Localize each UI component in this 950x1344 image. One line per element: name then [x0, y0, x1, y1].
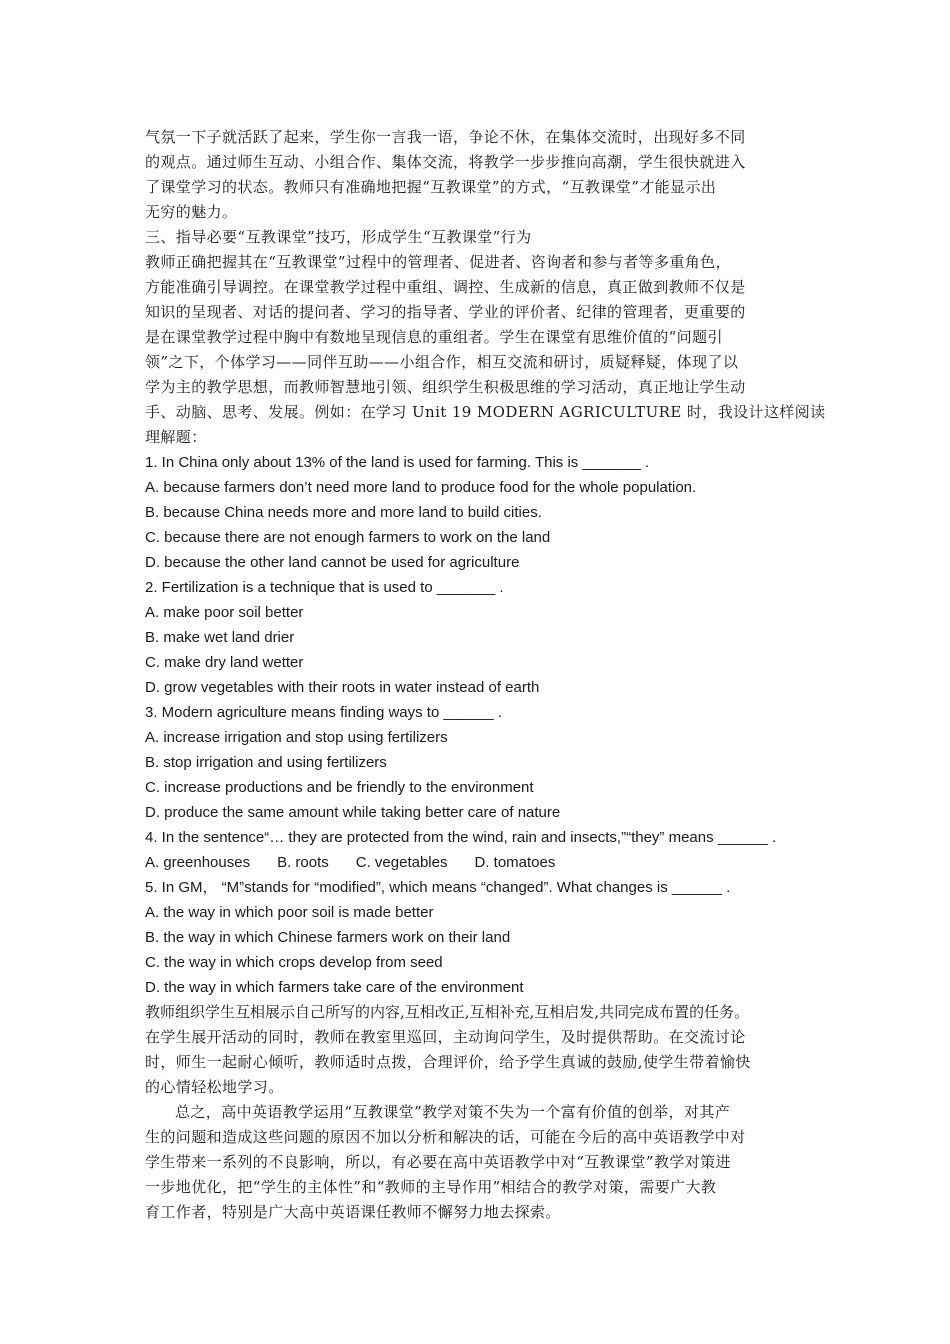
section-heading: 三、指导必要“互教课堂”技巧，形成学生“互教课堂”行为	[145, 228, 532, 246]
question-stem: 2. Fertilization is a technique that is used to _______ .	[145, 579, 504, 596]
question-stem: 4. In the sentence“… they are protected from the wind, rain and insects,”“they” means ______ .	[145, 829, 777, 846]
intro-line: 了课堂学习的状态。教师只有准确地把握“互教课堂”的方式，“互教课堂”才能显示出	[145, 178, 717, 196]
guide-line: 教师正确把握其在“互教课堂”过程中的管理者、促进者、咨询者和参与者等多重角色，	[145, 253, 731, 271]
answer-option: A. increase irrigation and stop using fertilizers	[145, 729, 448, 746]
conclusion-line: 总之，高中英语教学运用“互教课堂”教学对策不失为一个富有价值的创举，对其产	[175, 1103, 731, 1121]
guide-line: 方能准确引导调控。在课堂教学过程中重组、调控、生成新的信息，真正做到教师不仅是	[145, 278, 746, 296]
conclusion-line: 一步地优化，把“学生的主体性”和“教师的主导作用”相结合的教学对策，需要广大教	[145, 1178, 717, 1196]
answer-option: A. greenhouses	[145, 854, 251, 871]
guide-line: 是在课堂教学过程中胸中有数地呈现信息的重组者。学生在课堂有思维价值的“问题引	[145, 328, 723, 346]
answer-option: C. because there are not enough farmers to work on the land	[145, 529, 551, 546]
question-stem: 3. Modern agriculture means finding ways to ______ .	[145, 704, 502, 721]
conclusion-line: 生的问题和造成这些问题的原因不加以分析和解决的话，可能在今后的高中英语教学中对	[145, 1128, 746, 1146]
answer-option: D. the way in which farmers take care of the environment	[145, 979, 524, 996]
answer-option: C. vegetables	[355, 854, 448, 871]
inline-options	[145, 850, 825, 875]
answer-option: B. make wet land drier	[145, 629, 295, 646]
answer-option: C. the way in which crops develop from seed	[145, 954, 443, 971]
guide-line: 理解题：	[145, 428, 207, 446]
answer-option: C. make dry land wetter	[145, 654, 304, 671]
activity-line: 时，师生一起耐心倾听，教师适时点拨，合理评价，给予学生真诚的鼓励,使学生带着愉快	[145, 1053, 751, 1071]
guide-line: 学为主的教学思想，而教师智慧地引领、组织学生积极思维的学习活动，真正地让学生动	[145, 378, 746, 396]
intro-line: 的观点。通过师生互动、小组合作、集体交流，将教学一步步推向高潮，学生很快就进入	[145, 153, 746, 171]
answer-option: B. stop irrigation and using fertilizers	[145, 754, 387, 771]
guide-line: 知识的呈现者、对话的提问者、学习的指导者、学业的评价者、纪律的管理者，更重要的	[145, 303, 746, 321]
answer-option: D. tomatoes	[474, 854, 556, 871]
guide-line: 领”之下，个体学习——同伴互助——小组合作，相互交流和研讨，质疑释疑，体现了以	[145, 353, 739, 371]
answer-option: A. because farmers don’t need more land to produce food for the whole population.	[145, 479, 697, 496]
answer-option: A. make poor soil better	[145, 604, 304, 621]
answer-option: D. grow vegetables with their roots in water instead of earth	[145, 679, 540, 696]
answer-option: A. the way in which poor soil is made better	[145, 904, 434, 921]
intro-line: 无穷的魅力。	[145, 203, 238, 221]
answer-option: B. roots	[277, 854, 329, 871]
answer-option: D. because the other land cannot be used for agriculture	[145, 554, 520, 571]
conclusion-line: 育工作者，特别是广大高中英语课任教师不懈努力地去探索。	[145, 1203, 561, 1221]
answer-option: B. because China needs more and more land to build cities.	[145, 504, 542, 521]
activity-line: 的心情轻松地学习。	[145, 1078, 284, 1096]
answer-option: B. the way in which Chinese farmers work on their land	[145, 929, 511, 946]
conclusion-line: 学生带来一系列的不良影响，所以，有必要在高中英语教学中对“互教课堂”教学对策进	[145, 1153, 731, 1171]
guide-line: 手、动脑、思考、发展。例如：在学习 Unit 19 MODERN AGRICULTURE 时，我设计这样阅读	[145, 403, 826, 421]
question-stem: 1. In China only about 13% of the land is used for farming. This is _______ .	[145, 454, 650, 471]
activity-line: 在学生展开活动的同时，教师在教室里巡回，主动询问学生，及时提供帮助。在交流讨论	[145, 1028, 746, 1046]
question-stem: 5. In GM， “M”stands for “modified”, which means “changed”. What changes is ______ .	[145, 879, 731, 896]
answer-option: D. produce the same amount while taking better care of nature	[145, 804, 561, 821]
intro-line: 气氛一下子就活跃了起来，学生你一言我一语，争论不休，在集体交流时，出现好多不同	[145, 128, 746, 146]
answer-option: C. increase productions and be friendly to the environment	[145, 779, 534, 796]
activity-line: 教师组织学生互相展示自己所写的内容,互相改正,互相补充,互相启发,共同完成布置的任务。	[145, 1003, 750, 1021]
